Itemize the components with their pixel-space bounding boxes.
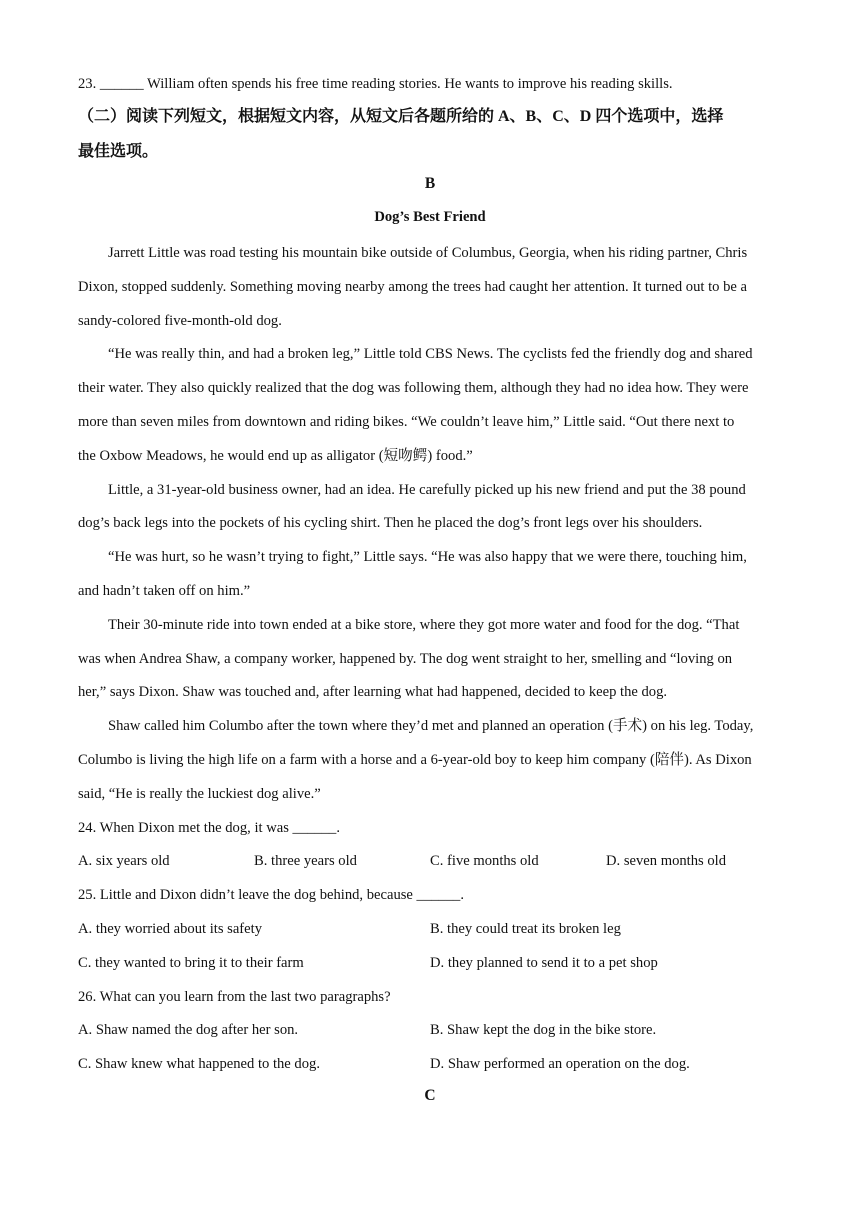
passage-line: her,” says Dixon. Shaw was touched and, after learning what had happened, decided to keep the dog. <box>78 684 668 700</box>
passage-line: said, “He is really the luckiest dog alive.” <box>78 786 321 802</box>
passage-line: Little, a 31-year-old business owner, had an idea. He carefully picked up his new friend and put the 38 pound <box>108 482 746 498</box>
question-26-stem: 26. What can you learn from the last two paragraphs? <box>78 989 391 1005</box>
question-25-option-c: C. they wanted to bring it to their farm <box>78 955 304 971</box>
passage-line: the Oxbow Meadows, he would end up as alligator (短吻鳄) food.” <box>78 448 473 464</box>
section-instruction-line-1: （二）阅读下列短文，根据短文内容，从短文后各题所给的 A、B、C、D 四个选项中，选择 <box>78 108 724 125</box>
passage-line: Shaw called him Columbo after the town where they’d met and planned an operation (手术) on his leg. Today, <box>108 718 754 734</box>
question-26-option-b: B. Shaw kept the dog in the bike store. <box>430 1022 657 1038</box>
passage-line: and hadn’t taken off on him.” <box>78 583 251 599</box>
passage-line: their water. They also quickly realized that the dog was following them, although they had no idea how. They were <box>78 380 749 396</box>
passage-line: Columbo is living the high life on a farm with a horse and a 6-year-old boy to keep him company (陪伴). As Dixon <box>78 752 752 768</box>
question-24-stem: 24. When Dixon met the dog, it was ______. <box>78 820 340 836</box>
question-26-option-a: A. Shaw named the dog after her son. <box>78 1022 299 1038</box>
question-25-stem: 25. Little and Dixon didn’t leave the dog behind, because ______. <box>78 887 464 903</box>
passage-letter-c: C <box>424 1087 436 1104</box>
passage-line: “He was hurt, so he wasn’t trying to fight,” Little says. “He was also happy that we were there, touching him, <box>108 549 747 565</box>
passage-line: Jarrett Little was road testing his mountain bike outside of Columbus, Georgia, when his riding partner, Chris <box>108 245 748 261</box>
question-25-option-d: D. they planned to send it to a pet shop <box>430 955 658 971</box>
passage-line: was when Andrea Shaw, a company worker, happened by. The dog went straight to her, smelling and “loving on <box>78 651 733 667</box>
question-24-option-b: B. three years old <box>254 853 357 869</box>
question-26-option-d: D. Shaw performed an operation on the dog. <box>430 1056 690 1072</box>
passage-title: Dog’s Best Friend <box>374 209 486 225</box>
question-24-option-d: D. seven months old <box>606 853 726 869</box>
passage-letter-b: B <box>424 175 436 192</box>
question-26-option-c: C. Shaw knew what happened to the dog. <box>78 1056 320 1072</box>
passage-line: more than seven miles from downtown and riding bikes. “We couldn’t leave him,” Little said. “Out there next to <box>78 414 735 430</box>
question-25-option-a: A. they worried about its safety <box>78 921 262 937</box>
question-23: 23. ______ William often spends his free time reading stories. He wants to improve his reading skills. <box>78 76 673 92</box>
passage-line: dog’s back legs into the pockets of his cycling shirt. Then he placed the dog’s front legs over his shoulders. <box>78 515 703 531</box>
passage-line: “He was really thin, and had a broken leg,” Little told CBS News. The cyclists fed the friendly dog and shared <box>108 346 753 362</box>
passage-line: Dixon, stopped suddenly. Something moving nearby among the trees had caught her attention. It turned out to be a <box>78 279 748 295</box>
question-25-option-b: B. they could treat its broken leg <box>430 921 621 937</box>
passage-line: Their 30-minute ride into town ended at a bike store, where they got more water and food for the dog. “That <box>108 617 740 633</box>
passage-line: sandy-colored five-month-old dog. <box>78 313 282 329</box>
section-instruction-line-2: 最佳选项。 <box>78 143 159 160</box>
question-24-option-c: C. five months old <box>430 853 539 869</box>
question-24-option-a: A. six years old <box>78 853 170 869</box>
